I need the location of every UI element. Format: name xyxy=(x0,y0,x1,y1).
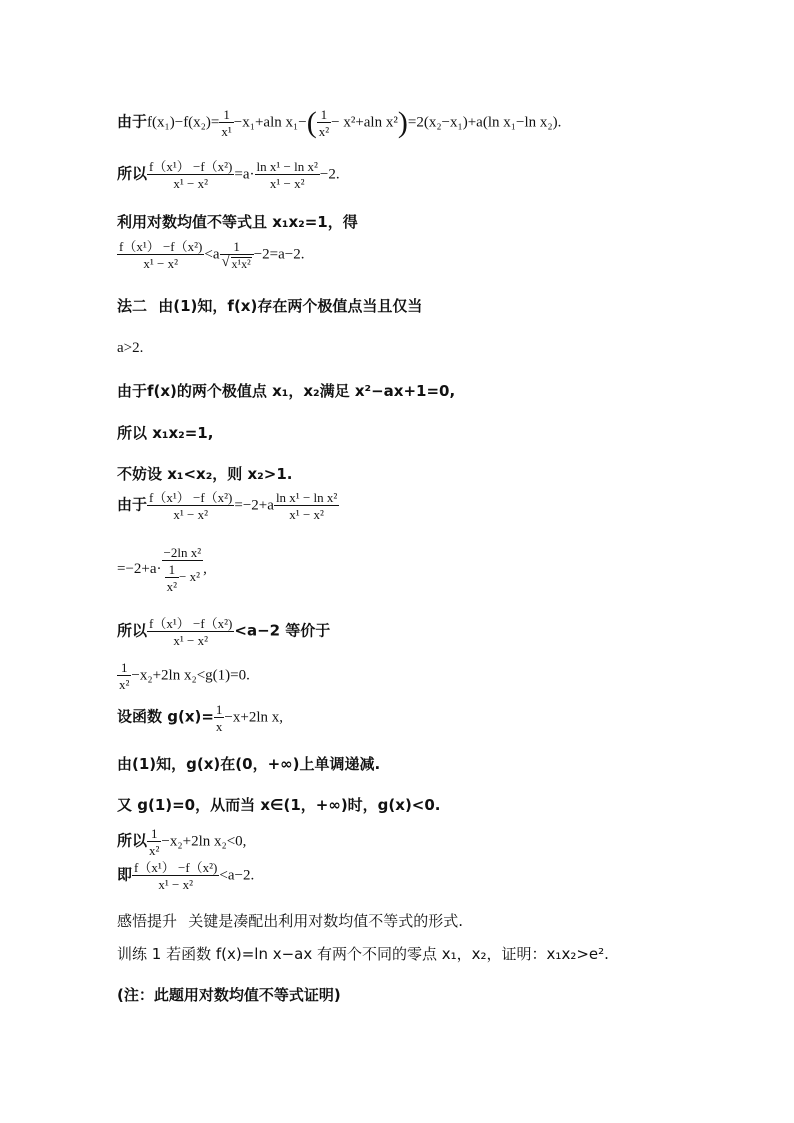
text: 所以 xyxy=(117,621,148,640)
fraction: $\frac{1}{\text{x²}}$ xyxy=(166,562,178,594)
math: −2=a−2. xyxy=(253,246,305,263)
text: 所以 xyxy=(117,164,148,183)
math: =−2+a· xyxy=(117,560,162,577)
fraction: $\frac{\text{f（x¹） −f（x²)}}{\text{x¹ − x²}}$ xyxy=(119,239,203,271)
heading-label: 感悟提升 xyxy=(117,912,178,930)
line-14 xyxy=(117,703,283,733)
fraction: $\frac{1}{\text{x²}}$ xyxy=(318,107,330,139)
math: =a· xyxy=(234,166,255,183)
math: −x₁+aln x₁− xyxy=(233,114,307,131)
math: f(x₁)−f(x₂)= xyxy=(147,114,220,131)
right-paren: ) xyxy=(397,106,408,139)
fraction: $\frac{\text{ln x¹ − ln x²}}{\text{x¹ − x²}}$ xyxy=(256,159,318,191)
line-11 xyxy=(117,546,207,593)
line-16: 又 g(1)=0，从而当 x∈(1，+∞)时，g(x)<0. xyxy=(117,796,441,814)
fraction: $\frac{1}{x}$ xyxy=(215,702,223,734)
text: 关键是凑配出利用对数均值不等式的形式. xyxy=(188,912,464,930)
line-21: (注：此题用对数均值不等式证明) xyxy=(117,986,341,1004)
fraction: $\frac{\text{f（x¹） −f（x²)}}{\text{x¹ − x²}}$ xyxy=(149,490,233,522)
line-4 xyxy=(117,240,305,270)
fraction: $\frac{\text{f（x¹） −f（x²)}}{\text{x¹ − x²}}$ xyxy=(149,159,233,191)
fraction: $\frac{1}{\text{x²}}$ xyxy=(149,826,160,858)
fraction: 1 √ x¹x² xyxy=(220,240,254,270)
line-10 xyxy=(117,491,339,521)
text: 设函数 g(x)= xyxy=(117,707,214,726)
line-18 xyxy=(117,861,254,891)
text: 由于 xyxy=(117,112,148,131)
method-label: 法二 xyxy=(117,297,148,315)
line-13 xyxy=(117,661,250,691)
line-1 xyxy=(117,108,561,138)
line-15: 由(1)知，g(x)在(0，+∞)上单调递减. xyxy=(117,755,381,773)
left-paren: ( xyxy=(306,106,317,139)
fraction: $\frac{\text{f（x¹） −f（x²)}}{\text{x¹ − x²}}$ xyxy=(134,860,218,892)
fraction: $\frac{1}{\text{x¹}}$ xyxy=(221,107,232,139)
math: − x²+aln x² xyxy=(331,114,398,131)
math: <a xyxy=(204,246,220,263)
fraction: $\frac{1}{\text{x²}}$ xyxy=(119,660,130,692)
line-12 xyxy=(117,617,330,647)
math: =2(x₂−x₁)+a(ln x₁−ln x₂). xyxy=(407,114,562,131)
line-2 xyxy=(117,160,340,190)
fraction: $\frac{\text{ln x¹ − ln x²}}{\text{x¹ − x²}}$ xyxy=(275,490,338,522)
math: −x+2ln x, xyxy=(224,709,284,726)
sqrt: √ x¹x² xyxy=(222,257,252,270)
line-3: 利用对数均值不等式且 x₁x₂=1，得 xyxy=(117,213,358,231)
text: 由(1)知，f(x)存在两个极值点当且仅当 xyxy=(158,297,423,315)
math: −x₂+2ln x₂<g(1)=0. xyxy=(131,667,250,684)
fraction: −2ln x² $\frac{1}{\text{x²}}$ − x² xyxy=(163,545,202,594)
line-8: 所以 x₁x₂=1, xyxy=(117,424,214,442)
math: −x₂+2ln x₂<0, xyxy=(161,833,247,850)
text: <a−2 等价于 xyxy=(234,621,331,640)
math: <a−2. xyxy=(219,867,255,884)
line-9: 不妨设 x₁<x₂，则 x₂>1. xyxy=(117,465,293,483)
line-20: 训练 1 若函数 f(x)=ln x−ax 有两个不同的零点 x₁，x₂，证明：x₁x₂>e². xyxy=(117,945,609,963)
math: , xyxy=(203,560,207,577)
math: −2. xyxy=(319,166,340,183)
text: 即 xyxy=(117,865,133,884)
line-5 xyxy=(117,299,422,315)
text: 由于 xyxy=(117,495,148,514)
text: 所以 xyxy=(117,831,148,850)
line-17 xyxy=(117,827,246,857)
fraction: $\frac{\text{f（x¹） −f（x²)}}{\text{x¹ − x²}}$ xyxy=(149,616,233,648)
line-7: 由于f(x)的两个极值点 x₁，x₂满足 x²−ax+1=0, xyxy=(117,382,456,400)
line-19 xyxy=(117,914,463,930)
line-6: a>2. xyxy=(117,340,144,356)
math: =−2+a xyxy=(234,497,274,514)
